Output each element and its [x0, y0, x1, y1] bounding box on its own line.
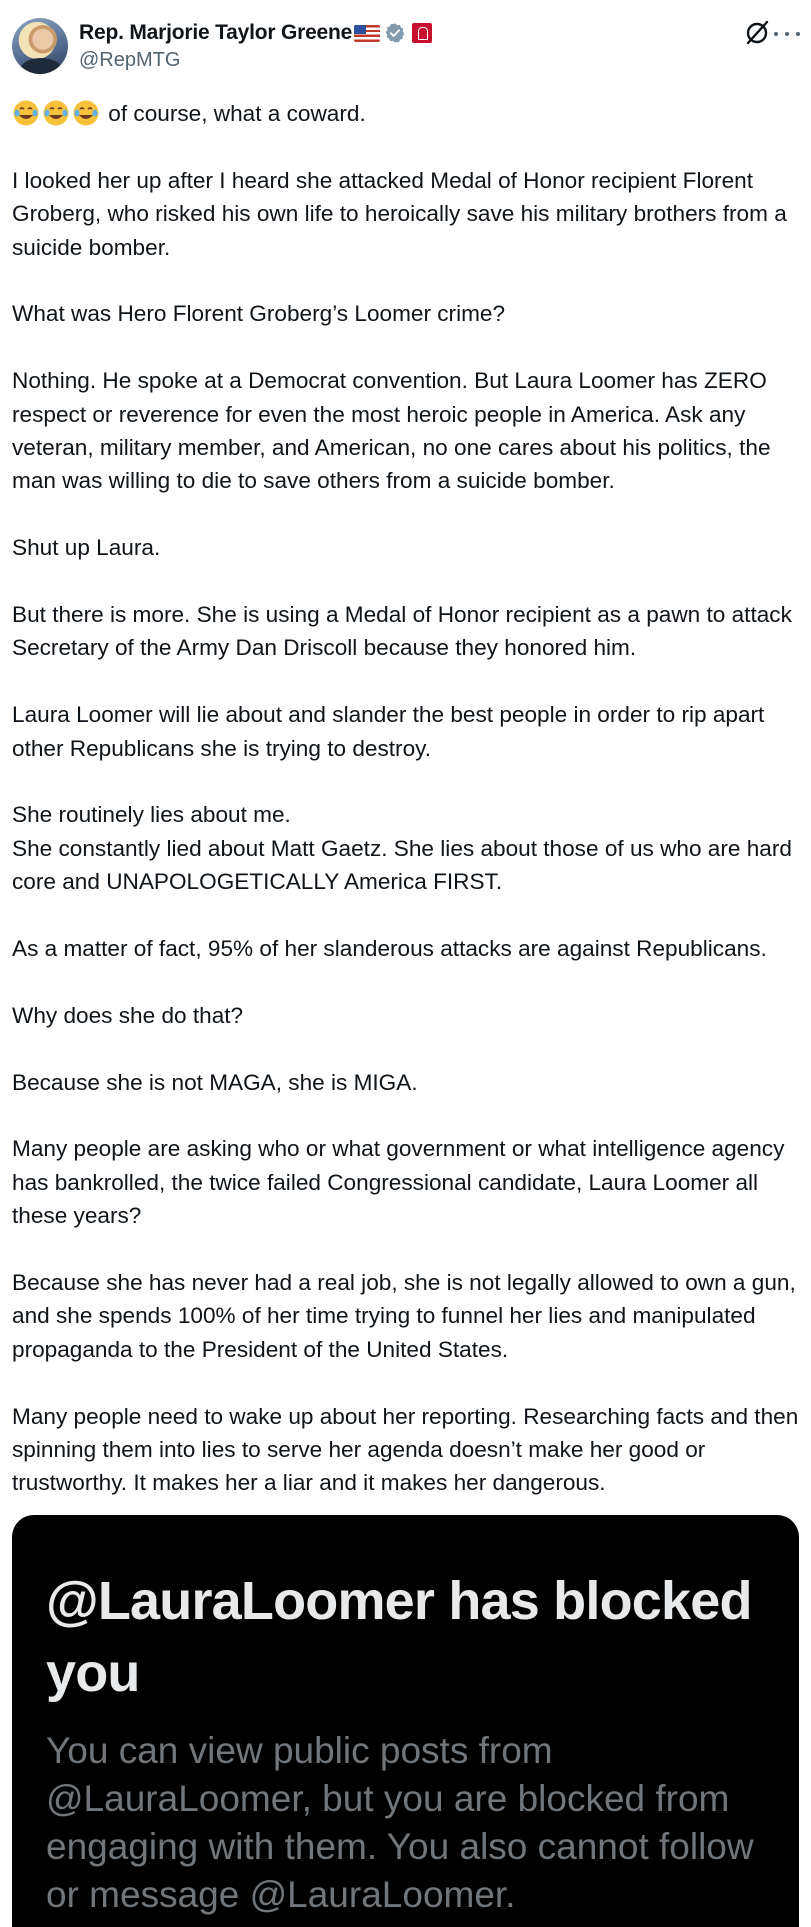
- government-icon[interactable]: [412, 23, 432, 43]
- handle[interactable]: @RepMTG: [79, 49, 181, 71]
- post-paragraph: [12, 97, 804, 130]
- face-with-tears-of-joy-icon: [72, 99, 100, 127]
- post-paragraph: But there is more. She is using a Medal of Honor recipient as a pawn to attack Secretary of the Army Dan Driscoll because they honored him.: [12, 602, 792, 661]
- face-with-tears-of-joy-icon: [12, 99, 40, 127]
- post-paragraph: Shut up Laura.: [12, 535, 161, 561]
- avatar[interactable]: [12, 18, 68, 74]
- post-paragraph: Because she has never had a real job, she is not legally allowed to own a gun, and she spends 100% of her time trying to funnel her lies and manipulated propaganda to the President of the United States.: [12, 1270, 796, 1362]
- post-header: [12, 18, 800, 76]
- post-paragraph: Why does she do that?: [12, 1002, 244, 1028]
- post-paragraph: As a matter of fact, 95% of her slanderous attacks are against Republicans.: [12, 936, 767, 962]
- us-flag-icon: [354, 25, 380, 42]
- post-paragraph: She constantly lied about Matt Gaetz. She lies about those of us who are hard core and UNAPOLOGETICALLY America FIRST.: [12, 835, 792, 895]
- post-text: [12, 97, 804, 1533]
- post-paragraph: Laura Loomer will lie about and slander the best people in order to rip apart other Republicans she is trying to destroy.: [12, 702, 765, 761]
- post-paragraph-text: of course, what a coward.: [108, 101, 366, 126]
- grok-icon[interactable]: [742, 18, 772, 48]
- author-info: [79, 20, 432, 72]
- post-paragraph: Many people need to wake up about her reporting. Researching facts and then spinning them into lies to serve her agenda doesn’t make her good or trustworthy. It makes her a liar and it makes her dangerous.: [12, 1403, 799, 1496]
- media-card[interactable]: [12, 1515, 799, 1927]
- verified-icon[interactable]: [384, 22, 406, 44]
- post-paragraph: What was Hero Florent Groberg’s Loomer crime?: [12, 301, 506, 327]
- display-name[interactable]: Rep. Marjorie Taylor Greene: [79, 21, 353, 44]
- post-paragraph: Nothing. He spoke at a Democrat convention. But Laura Loomer has ZERO respect or reverence for even the most heroic people in America. Ask any veteran, military member, and American, no one cares about his politics, the man was willing to die to save others from a suicide bomber.: [12, 368, 771, 494]
- card-body: You can view public posts from @LauraLoomer, but you are blocked from engaging with them. You also cannot follow or message @LauraLoomer.: [46, 1730, 754, 1915]
- post-paragraph: She routinely lies about me.: [12, 802, 291, 828]
- post-paragraph: I looked her up after I heard she attacked Medal of Honor recipient Florent Groberg, who risked his own life to heroically save his military brothers from a suicide bomber.: [12, 167, 787, 260]
- more-icon[interactable]: [774, 24, 800, 44]
- post-paragraph: Many people are asking who or what government or what intelligence agency has bankrolled, the twice failed Congressional candidate, Laura Loomer all these years?: [12, 1136, 785, 1229]
- post-paragraph: Because she is not MAGA, she is MIGA.: [12, 1069, 418, 1095]
- face-with-tears-of-joy-icon: [42, 99, 70, 127]
- card-title: @LauraLoomer has blocked you: [46, 1571, 752, 1703]
